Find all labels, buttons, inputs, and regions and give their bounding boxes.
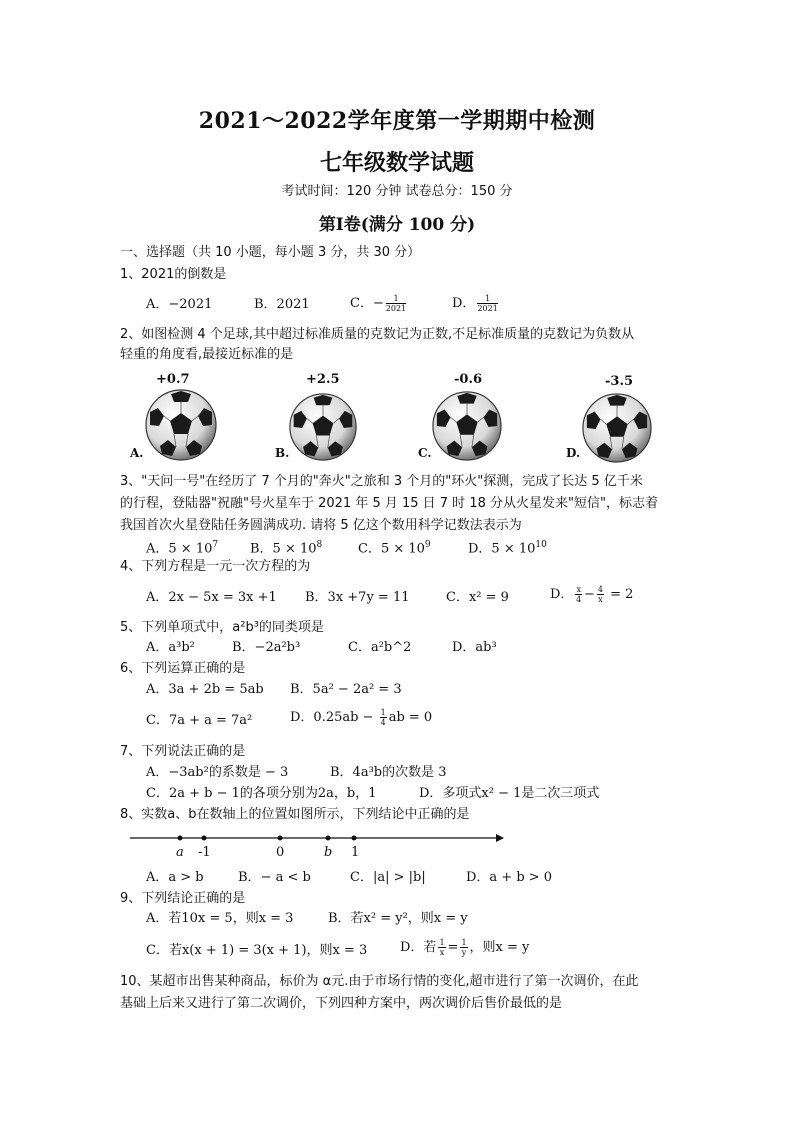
q5-option-d: D．ab³: [452, 640, 497, 655]
axis-label-one: 1: [351, 845, 360, 860]
q1-option-d: D． $\frac{1}{2021}$: [452, 294, 498, 313]
q1-option-a: A．−2021: [146, 297, 213, 312]
q3-option-a: A．$5 \times 10^7$: [146, 540, 219, 557]
q1-stem: 1、2021的倒数是: [120, 267, 227, 282]
q5-stem: 5、下列单项式中，a²b³的同类项是: [120, 620, 324, 635]
q9-stem: 9、下列结论正确的是: [120, 891, 246, 906]
q10-line2: 基础上后来又进行了第二次调价，下列四种方案中，两次调价后售价最低的是: [120, 996, 563, 1011]
q7-option-c: C．2a + b − 1的各项分别为2a，b，1: [146, 786, 377, 801]
q8-option-c: C．|a| > |b|: [350, 870, 426, 885]
q5-option-b: B．−2a²b³: [232, 640, 301, 655]
q4-option-b: B．3x +7y = 11: [305, 590, 410, 605]
q6-option-c: C．7a + a = 7a²: [146, 713, 253, 728]
q3-option-d: D．$5 \times 10^{10}$: [468, 540, 547, 557]
q6-option-d: D．0.25ab − $\frac{1}{4}$ ab = 0: [290, 708, 433, 727]
soccer-ball-icon: [431, 390, 503, 462]
exam-subtitle: 七年级数学试题: [319, 150, 474, 176]
ball-b-value: +2.5: [306, 372, 340, 387]
q2-stem-line2: 轻重的角度看,最接近标准的是: [120, 347, 294, 362]
ball-b-label: B.: [275, 446, 290, 460]
q9-option-b: B．若x² = y²，则x = y: [328, 911, 468, 926]
ball-c-label: C.: [418, 446, 432, 460]
soccer-ball-icon: [288, 392, 358, 462]
q9-option-d: D．若 $\frac{1}{x}$ = $\frac{1}{y}$ ，则x = y: [400, 938, 530, 957]
q3-line2: 的行程，登陆器"祝融"号火星车于 2021 年 5 月 15 日 7 时 18 分从火星发来"短信"，标志着: [120, 496, 658, 511]
q6-option-b: B．5a² − 2a² = 3: [290, 682, 402, 697]
q3-option-c: C．$5 \times 10^9$: [358, 540, 431, 557]
soccer-ball-icon: [144, 388, 218, 462]
q3-option-b: B．$5 \times 10^8$: [250, 540, 323, 557]
q5-option-c: C．a²b^2: [348, 640, 412, 655]
ball-d-value: -3.5: [605, 374, 634, 389]
q4-option-d: D． $\frac{x}{4}$ − $\frac{4}{x}$ = 2: [550, 585, 634, 604]
exam-info: 考试时间：120 分钟 试卷总分：150 分: [281, 184, 513, 199]
q5-option-a: A．a³b²: [146, 640, 195, 655]
q4-option-c: C．x² = 9: [446, 590, 509, 605]
ball-d-label: D.: [566, 446, 581, 460]
q8-stem: 8、实数a、b在数轴上的位置如图所示，下列结论中正确的是: [120, 807, 470, 822]
q7-option-b: B．4a³b的次数是 3: [330, 765, 447, 780]
axis-label-a: a: [176, 845, 184, 860]
q1-option-b: B．2021: [254, 297, 310, 312]
ball-a-value: +0.7: [156, 372, 190, 387]
q8-option-d: D．a + b > 0: [466, 870, 553, 885]
q6-option-a: A．3a + 2b = 5ab: [146, 682, 264, 697]
section-heading: 一、选择题（共 10 小题，每小题 3 分，共 30 分）: [120, 245, 421, 260]
axis-label-b: b: [324, 845, 333, 860]
q9-option-c: C．若x(x + 1) = 3(x + 1)，则x = 3: [146, 943, 368, 958]
q1-option-c: C．− $\frac{1}{2021}$: [350, 294, 407, 313]
q6-stem: 6、下列运算正确的是: [120, 661, 246, 676]
q10-line1: 10、某超市出售某种商品，标价为 α元.由于市场行情的变化,超市进行了第一次调价，在此: [120, 974, 639, 989]
axis-label-zero: 0: [276, 845, 285, 860]
q7-option-d: D．多项式x² − 1是二次三项式: [419, 786, 600, 801]
q7-stem: 7、下列说法正确的是: [120, 744, 246, 759]
q8-option-b: B．− a < b: [238, 870, 311, 885]
part-title: 第Ⅰ卷(满分 100 分): [318, 215, 476, 235]
q2-stem-line1: 2、如图检测 4 个足球,其中超过标准质量的克数记为正数,不足标准质量的克数记为负数从: [120, 327, 635, 342]
axis-label-minus-one: -1: [198, 845, 211, 860]
ball-a-label: A.: [130, 446, 144, 460]
q4-stem: 4、下列方程是一元一次方程的为: [120, 559, 311, 574]
exam-title: 2021～2022学年度第一学期期中检测: [198, 108, 596, 134]
ball-c-value: -0.6: [454, 372, 483, 387]
q4-option-a: A．2x − 5x = 3x +1: [146, 590, 277, 605]
q3-line1: 3、"天问一号"在经历了 7 个月的"奔火"之旅和 3 个月的"环火"探测，完成了长达 5 亿千米: [120, 474, 643, 489]
q7-option-a: A．−3ab²的系数是 − 3: [146, 765, 289, 780]
q8-option-a: A．a > b: [146, 870, 204, 885]
q9-option-a: A．若10x = 5，则x = 3: [146, 911, 294, 926]
q3-line3: 我国首次火星登陆任务圆满成功. 请将 5 亿这个数用科学记数法表示为: [120, 518, 522, 533]
soccer-ball-icon: [581, 392, 653, 464]
